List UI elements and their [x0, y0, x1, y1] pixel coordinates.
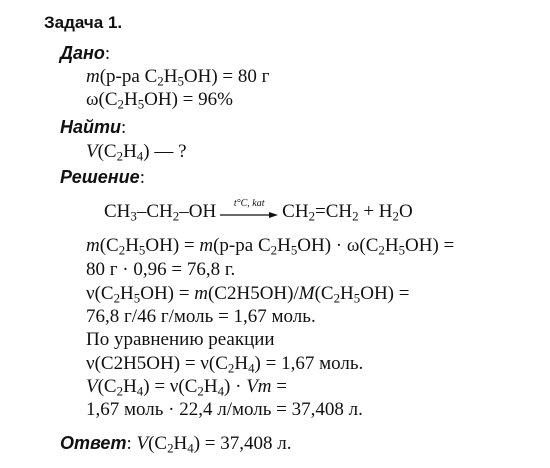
solution-line-2: 80 г · 0,96 = 76,8 г. — [86, 259, 236, 280]
find-label: Найти — [60, 117, 122, 137]
find-heading: Найти: — [60, 117, 127, 138]
solution-line-6: $\nu(C2H5OH) = \nu(C_2H_4) = 1,67$ моль. — [86, 353, 364, 376]
reaction-conditions: t°C, kat — [233, 197, 265, 209]
given-label: Дано — [60, 43, 105, 63]
given-line-fraction: $\omega(C_2H_5OH) = 96\%$ — [86, 89, 233, 112]
solution-label: Решение — [60, 167, 140, 187]
solution-line-5: По уравнению реакции — [86, 329, 275, 350]
problem-title: Задача 1. — [44, 13, 123, 32]
given-line-mass: m(р-ра $C_2H_5OH) = 80$ г — [86, 66, 270, 89]
given-heading: Дано: — [60, 43, 111, 64]
solution-line-7: $V(C_2H_4) = \nu(C_2H_4) \cdot Vm$ = — [86, 376, 287, 399]
find-line: $V(C_2H_4)$ — ? — [86, 141, 187, 164]
solution-line-8: 1,67 моль · 22,4 л/моль = 37,408 л. — [86, 399, 363, 420]
solution-line-1: $m(C_2H_5OH) = m(р-ра$ $C_2H_5OH) \cdot \omega(C_2H_5OH)$ = — [86, 235, 455, 258]
answer-label: Ответ — [60, 433, 127, 453]
reaction-equation: $CH_3-CH_2-OH$ t°C, kat $CH_2=CH_2 + H_2O$ — [104, 197, 413, 224]
answer-line: Ответ: $V(C_2H_4) = 37,408$ л. — [60, 433, 292, 456]
solution-line-4: 76,8 г/46 г/моль = 1,67 моль. — [86, 306, 316, 327]
solution-line-3: $\nu(C_2H_5OH) = m(C2H5OH)/M(C_2H_5OH)$ = — [86, 283, 410, 306]
solution-heading: Решение: — [60, 167, 145, 188]
reaction-arrow — [220, 197, 278, 224]
